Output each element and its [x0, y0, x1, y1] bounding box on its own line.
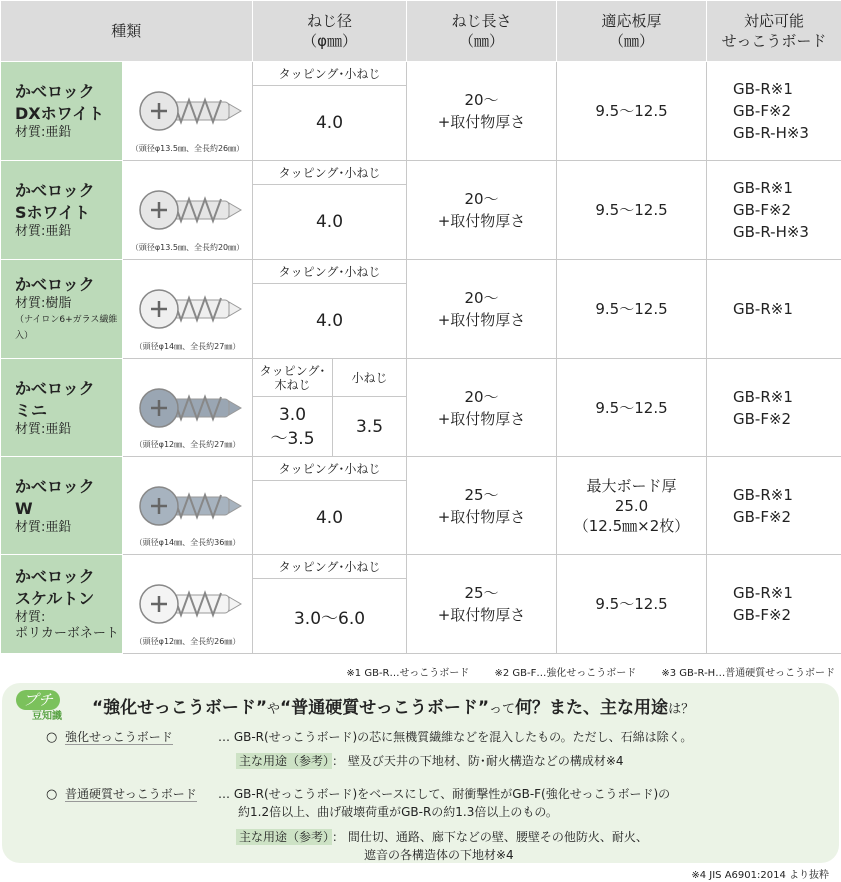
anchor-icon — [133, 278, 243, 340]
product-name: かべロック — [15, 275, 95, 294]
screw-type: タッピング･小ねじ — [253, 161, 407, 185]
product-name-cell — [1, 260, 123, 359]
board-thickness: 9.5～12.5 — [557, 62, 707, 161]
board-type: GB-R※1 — [733, 300, 793, 318]
image-caption: （頭径φ14㎜、全長約27㎜） — [134, 342, 241, 351]
product-image-cell — [123, 62, 253, 161]
product-name: かべロック DXホワイト — [15, 82, 105, 123]
term-1: ○ 強化せっこうボード — [46, 730, 173, 745]
screw-dia: 4.0 — [253, 86, 407, 161]
board-types — [707, 62, 841, 161]
product-name-cell — [1, 62, 123, 161]
product-name-cell — [1, 457, 123, 555]
image-caption: （頭径φ13.5㎜、全長約20㎜） — [130, 243, 245, 252]
board-thickness: 最大ボード厚 25.0 （12.5㎜×2枚） — [557, 457, 707, 555]
board-thickness: 9.5～12.5 — [557, 260, 707, 359]
screw-dia-a: 3.0 ～3.5 — [253, 397, 333, 457]
tips-question: “強化せっこうボード”や“普通硬質せっこうボード”って何？また、主な用途は？ — [92, 698, 695, 718]
term-2-usage: 主な用途（参考） ： 間仕切、通路、廊下などの壁、腰壁その他防火、耐火、 — [236, 828, 648, 845]
board-types — [707, 555, 841, 654]
header-screw-len: ねじ長さ （㎜） — [407, 1, 557, 62]
screw-length: 25～ +取付物厚さ — [407, 457, 557, 555]
product-name-cell — [1, 555, 123, 654]
footnotes — [324, 664, 835, 679]
product-image-cell — [123, 359, 253, 457]
board-types — [707, 161, 841, 260]
board-type: GB-F※2 — [733, 507, 792, 526]
image-caption: （頭径φ14㎜、全長約36㎜） — [134, 538, 241, 547]
screw-type-b: 小ねじ — [333, 359, 407, 397]
footnote-1: ※1 GB-R…せっこうボード — [346, 668, 470, 679]
product-material-note: （ナイロン6+ガラス繊維入） — [15, 315, 118, 341]
screw-length: 20～ +取付物厚さ — [407, 359, 557, 457]
product-row — [1, 161, 841, 185]
board-type: GB-R※1 — [733, 80, 793, 98]
image-caption: （頭径φ12㎜、全長約26㎜） — [134, 637, 241, 646]
screw-dia: 3.0～6.0 — [253, 579, 407, 654]
screw-dia: 4.0 — [253, 481, 407, 555]
screw-type: タッピング･小ねじ — [253, 457, 407, 481]
product-row — [1, 457, 841, 481]
board-type: GB-R-H※3 — [733, 223, 809, 241]
image-caption: （頭径φ13.5㎜、全長約26㎜） — [130, 144, 245, 153]
screw-type-a: タッピング･ 木ねじ — [253, 359, 333, 397]
header-board-thk: 適応板厚 （㎜） — [557, 1, 707, 62]
product-image-cell — [123, 161, 253, 260]
product-row — [1, 62, 841, 86]
board-types — [707, 457, 841, 555]
screw-length: 20～ +取付物厚さ — [407, 62, 557, 161]
product-name-cell — [1, 359, 123, 457]
anchor-icon — [133, 475, 243, 537]
footnote-3: ※3 GB-R-H…普通硬質せっこうボード — [661, 668, 835, 679]
screw-dia: 4.0 — [253, 185, 407, 260]
board-type: GB-R※1 — [733, 387, 793, 406]
term-2-desc-b: 約1.2倍以上、曲げ破壊荷重がGB-Rの約1.3倍以上のもの。 — [238, 805, 558, 819]
board-type: GB-F※2 — [733, 102, 792, 120]
badge-main: プチ — [16, 690, 60, 710]
product-name-cell — [1, 161, 123, 260]
product-row — [1, 260, 841, 284]
product-image-cell — [123, 555, 253, 654]
board-type: GB-F※2 — [733, 201, 792, 219]
anchor-icon — [133, 573, 243, 635]
screw-type: タッピング･小ねじ — [253, 555, 407, 579]
screw-length: 20～ +取付物厚さ — [407, 161, 557, 260]
term-1-usage: 主な用途（参考） ： 壁及び天井の下地材、防･耐火構造などの構成材※4 — [236, 752, 624, 769]
screw-length: 20～ +取付物厚さ — [407, 260, 557, 359]
board-thickness: 9.5～12.5 — [557, 555, 707, 654]
board-thickness: 9.5～12.5 — [557, 359, 707, 457]
product-image-cell — [123, 457, 253, 555]
product-material: 材質:亜鉛 — [15, 421, 72, 437]
tips-badge — [10, 690, 76, 724]
product-name: かべロック ミニ — [15, 378, 95, 420]
image-caption: （頭径φ12㎜、全長約27㎜） — [134, 440, 241, 449]
board-type: GB-F※2 — [733, 409, 792, 428]
term-2: ○ 普通硬質せっこうボード — [46, 787, 197, 802]
board-types — [707, 359, 841, 457]
header-screw-dia: ねじ径 （φ㎜） — [253, 1, 407, 62]
board-type: GB-R※1 — [733, 584, 793, 602]
header-board-type: 対応可能 せっこうボード — [707, 1, 841, 62]
anchor-icon — [133, 377, 243, 439]
product-material: 材質:樹脂 — [15, 296, 72, 311]
badge-sub: 豆知識 — [32, 711, 62, 722]
product-material: 材質: ポリカーボネート — [15, 610, 119, 641]
term-2-usage-b: 遮音の各構造体の下地材※4 — [364, 848, 514, 862]
screw-type: タッピング･小ねじ — [253, 260, 407, 284]
anchor-icon — [133, 80, 243, 142]
board-type: GB-R※1 — [733, 179, 793, 197]
screw-type: タッピング･小ねじ — [253, 62, 407, 86]
product-name: かべロック Sホワイト — [15, 181, 95, 222]
product-material: 材質:亜鉛 — [15, 125, 72, 140]
board-type: GB-F※2 — [733, 606, 792, 624]
header-type: 種類 — [1, 1, 253, 62]
anchor-icon — [133, 179, 243, 241]
board-types — [707, 260, 841, 359]
credit: ※4 JIS A6901:2014 より抜粋 — [691, 870, 829, 881]
product-material: 材質:亜鉛 — [15, 224, 72, 239]
term-1-desc: … GB-R(せっこうボード)の芯に無機質繊維などを混入したもの。ただし、石綿は除く。 — [218, 730, 693, 744]
term-2-desc-a: … GB-R(せっこうボード)をベースにして、耐衝撃性がGB-F(強化せっこうボード)の — [218, 787, 671, 801]
product-name: かべロック W — [15, 476, 95, 518]
screw-length: 25～ +取付物厚さ — [407, 555, 557, 654]
board-thickness: 9.5～12.5 — [557, 161, 707, 260]
board-type: GB-R※1 — [733, 485, 793, 504]
product-image-cell — [123, 260, 253, 359]
product-row — [1, 555, 841, 579]
screw-dia-b: 3.5 — [333, 397, 407, 457]
product-name: かべロック スケルトン — [15, 567, 95, 608]
screw-dia: 4.0 — [253, 284, 407, 359]
product-material: 材質:亜鉛 — [15, 519, 72, 535]
board-type: GB-R-H※3 — [733, 124, 809, 142]
footnote-2: ※2 GB-F…強化せっこうボード — [494, 668, 637, 679]
product-row — [1, 359, 841, 397]
